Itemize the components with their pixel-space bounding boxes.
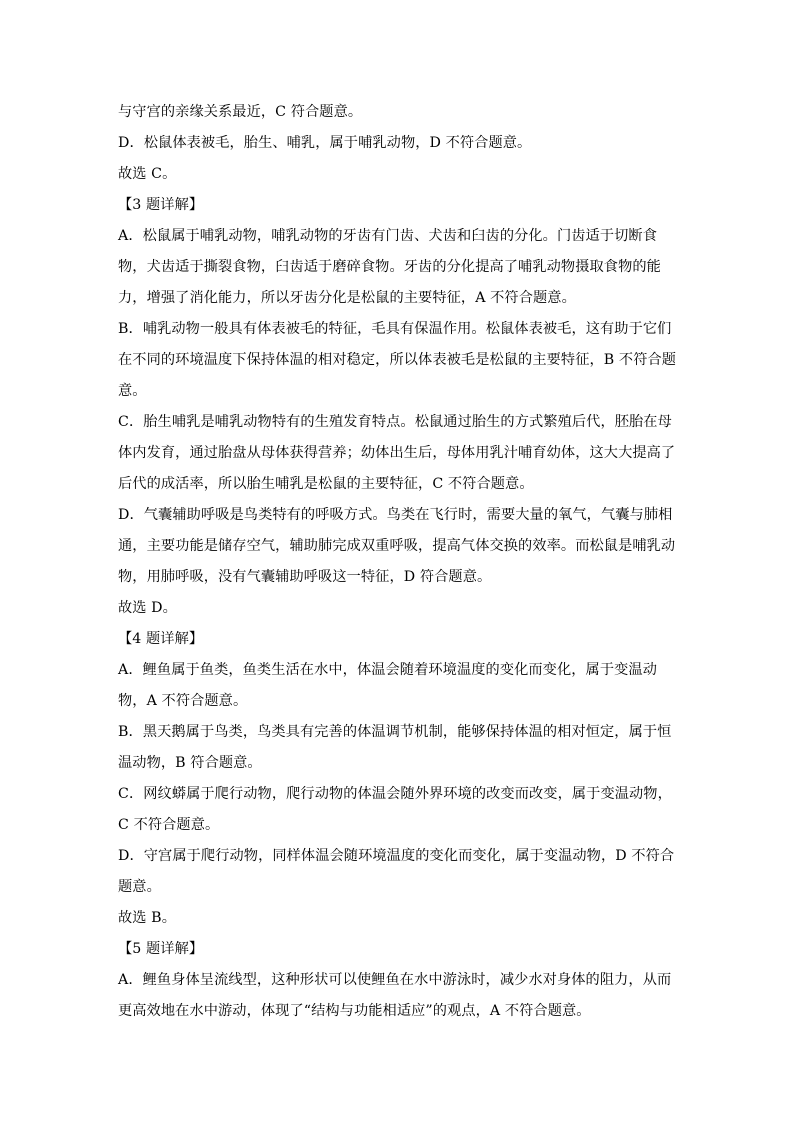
text-line: 温动物，B 符合题意。	[118, 755, 262, 771]
text-line: 意。	[118, 383, 147, 399]
text-line: 更高效地在水中游动，体现了“结构与功能相适应”的观点，A 不符合题意。	[118, 1003, 591, 1019]
text-line: 后代的成活率，所以胎生哺乳是松鼠的主要特征，C 不符合题意。	[118, 476, 534, 492]
section-heading: 【5 题详解】	[118, 941, 204, 957]
text-line: A．松鼠属于哺乳动物，哺乳动物的牙齿有门齿、犬齿和臼齿的分化。门齿适于切断食	[118, 228, 657, 244]
text-line: 物，用肺呼吸，没有气囊辅助呼吸这一特征，D 符合题意。	[118, 569, 492, 585]
section-heading: 【3 题详解】	[118, 197, 204, 213]
text-line: D．守宫属于爬行动物，同样体温会随环境温度的变化而变化，属于变温动物，D 不符合	[118, 848, 675, 864]
text-line: 力，增强了消化能力，所以牙齿分化是松鼠的主要特征，A 不符合题意。	[118, 290, 576, 306]
text-line: 在不同的环境温度下保持体温的相对稳定，所以体表被毛是松鼠的主要特征，B 不符合题	[118, 352, 677, 368]
text-line: 题意。	[118, 879, 161, 895]
text-line: D．松鼠体表被毛，胎生、哺乳，属于哺乳动物，D 不符合题意。	[118, 135, 532, 151]
text-line: 物，犬齿适于撕裂食物，臼齿适于磨碎食物。牙齿的分化提高了哺乳动物摄取食物的能	[118, 259, 661, 275]
text-line: 通，主要功能是储存空气，辅助肺完成双重呼吸，提高气体交换的效率。而松鼠是哺乳动	[118, 538, 676, 554]
text-line: C．网纹蟒属于爬行动物，爬行动物的体温会随外界环境的改变而改变，属于变温动物，	[118, 786, 672, 802]
text-line: A．鲤鱼属于鱼类，鱼类生活在水中，体温会随着环境温度的变化而变化，属于变温动	[118, 662, 657, 678]
text-line: C．胎生哺乳是哺乳动物特有的生殖发育特点。松鼠通过胎生的方式繁殖后代，胚胎在母	[118, 414, 672, 430]
text-line: C 不符合题意。	[118, 817, 220, 833]
text-line: 体内发育，通过胎盘从母体获得营养；幼体出生后，母体用乳汁哺育幼体，这大大提高了	[118, 445, 676, 461]
text-line: 故选 D。	[118, 600, 177, 616]
text-line: B．黑天鹅属于鸟类，鸟类具有完善的体温调节机制，能够保持体温的相对恒定，属于恒	[118, 724, 672, 740]
text-line: 故选 B。	[118, 910, 176, 926]
text-line: 物，A 不符合题意。	[118, 693, 248, 709]
text-line: B．哺乳动物一般具有体表被毛的特征，毛具有保温作用。松鼠体表被毛，这有助于它们	[118, 321, 672, 337]
section-heading: 【4 题详解】	[118, 631, 204, 647]
text-line: D．气囊辅助呼吸是鸟类特有的呼吸方式。鸟类在飞行时，需要大量的氧气，气囊与肺相	[118, 507, 673, 523]
text-line: A．鲤鱼身体呈流线型，这种形状可以使鲤鱼在水中游泳时，减少水对身体的阻力，从而	[118, 972, 672, 988]
text-line: 与守宫的亲缘关系最近，C 符合题意。	[118, 104, 363, 120]
text-line: 故选 C。	[118, 166, 177, 182]
